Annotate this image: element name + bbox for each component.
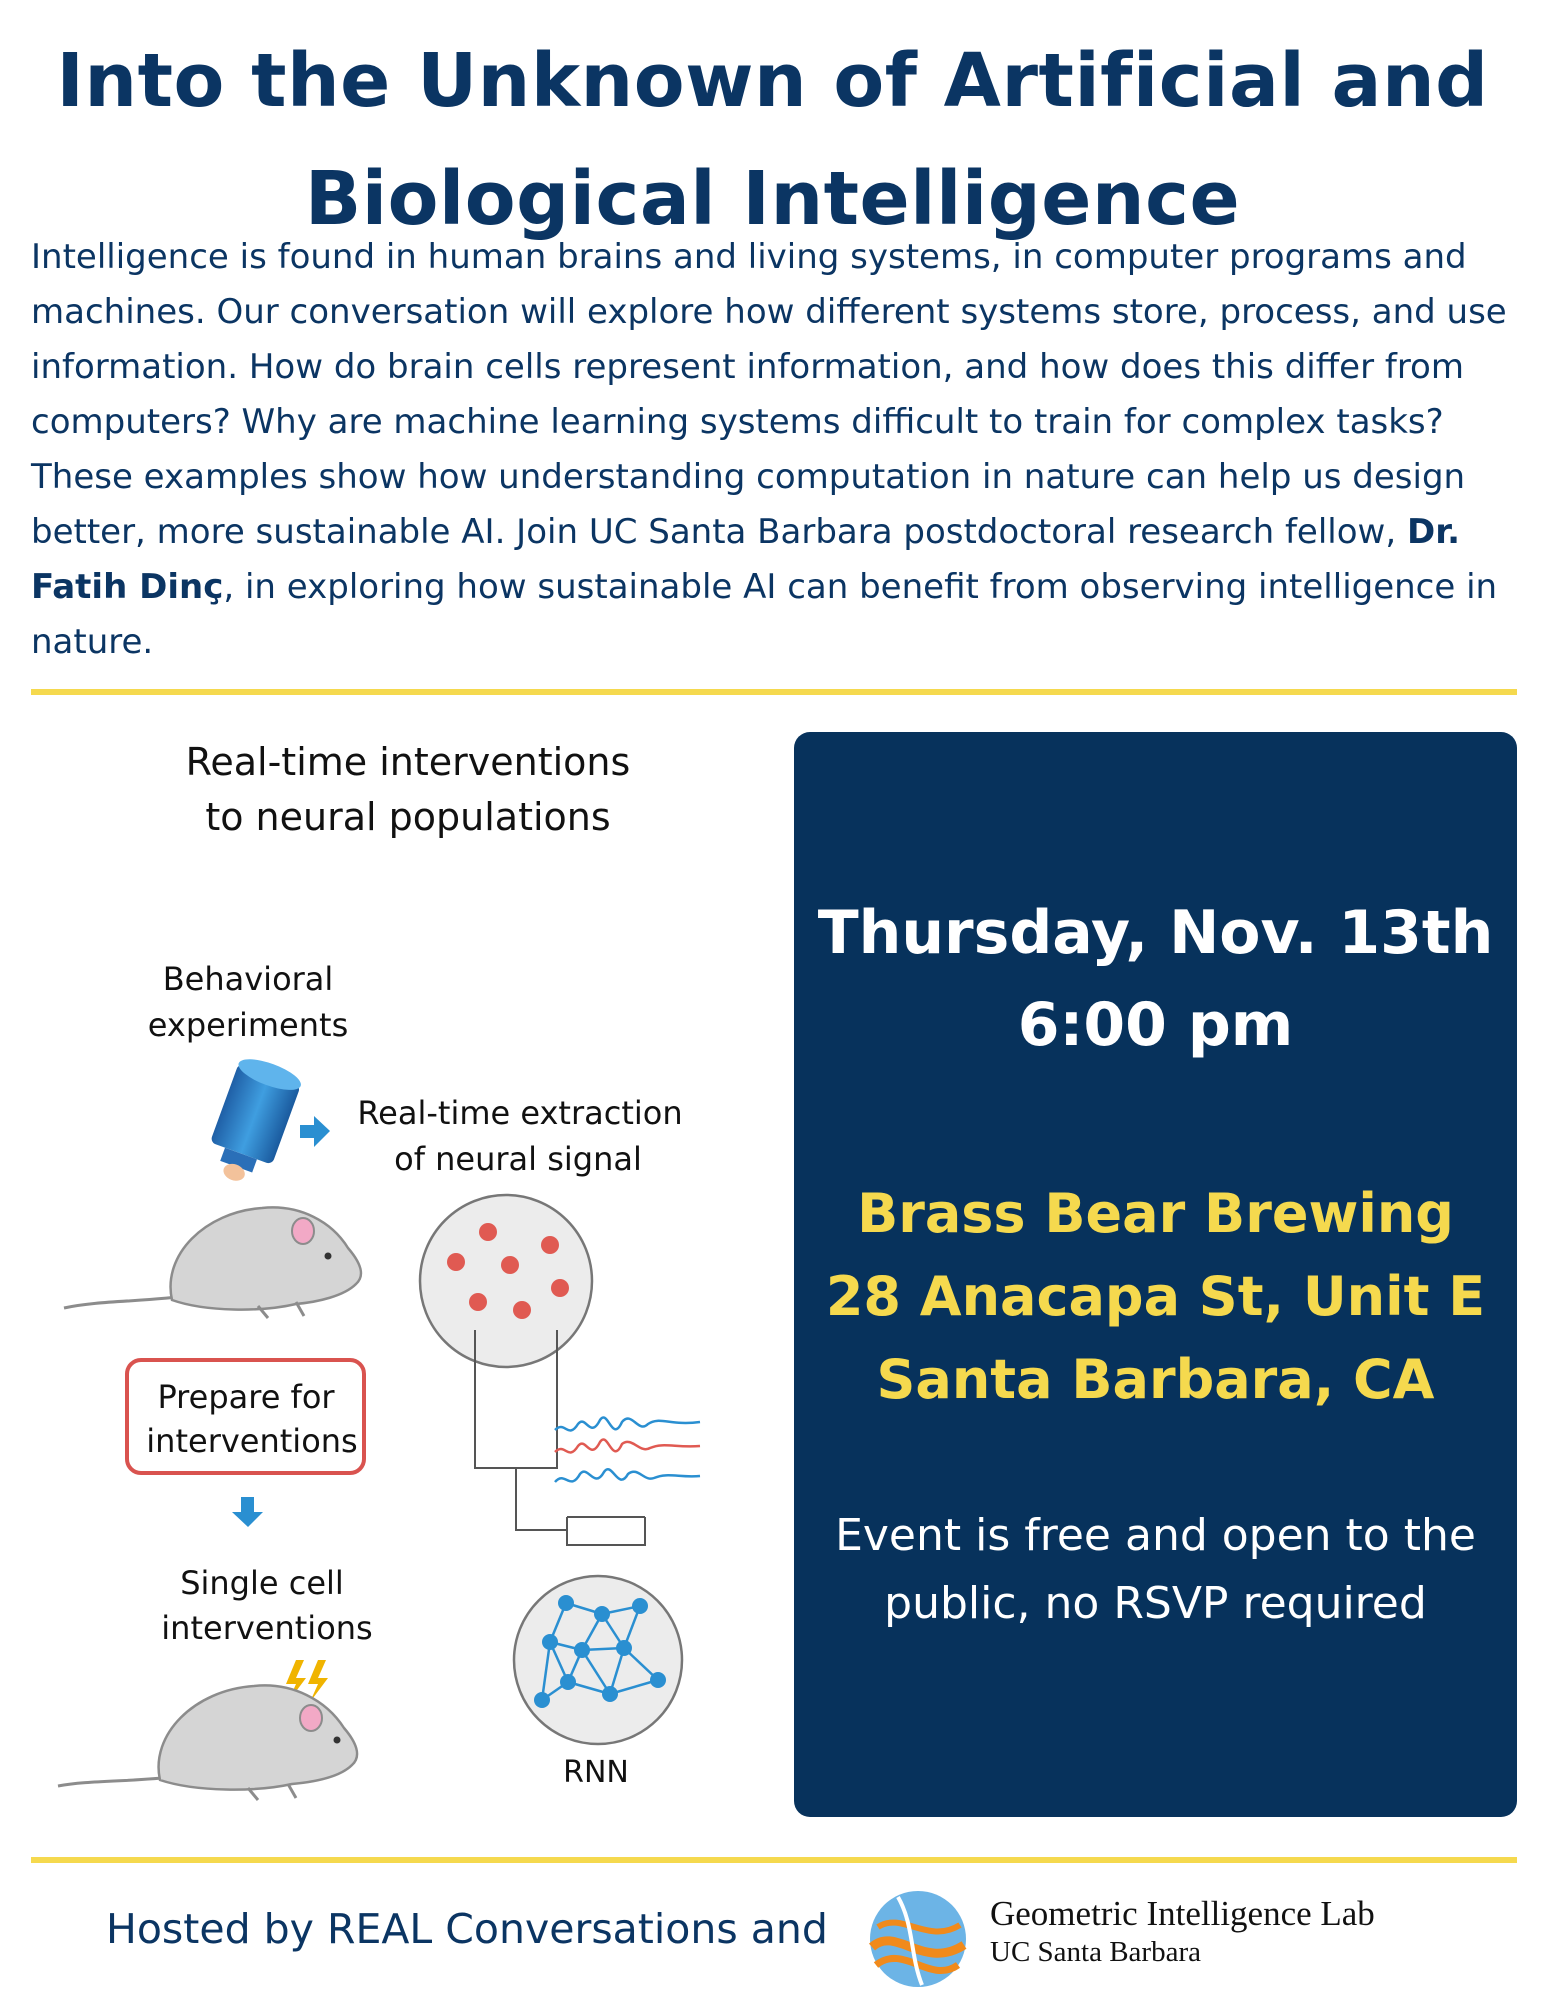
- event-note: [794, 1502, 1517, 1638]
- single-cell-label-line-1: Single cell: [180, 1564, 344, 1602]
- extraction-label-line-2: of neural signal: [394, 1140, 642, 1178]
- page-title: [0, 22, 1545, 258]
- event-note-line-2: public, no RSVP required: [884, 1578, 1427, 1629]
- arrow-right-icon: [300, 1116, 330, 1147]
- prepare-label-line-2: interventions: [146, 1422, 358, 1460]
- event-venue: [794, 1172, 1517, 1421]
- intro-paragraph: [31, 230, 1521, 670]
- speaker-name: Dr. Fatih Dinç: [31, 512, 1461, 607]
- title-line-2: Biological Intelligence: [304, 156, 1241, 242]
- venue-city: Santa Barbara, CA: [876, 1348, 1435, 1411]
- lab-name-block: [990, 1893, 1375, 1969]
- extraction-label-line-1: Real-time extraction: [357, 1094, 683, 1132]
- diagram-heading-line-1: Real-time interventions: [185, 740, 631, 784]
- intro-text-after: , in exploring how sustainable AI can benefit from observing intelligence in nature.: [31, 567, 1498, 662]
- diagram-heading-line-2: to neural populations: [205, 795, 611, 839]
- behavioral-label-line-1: Behavioral: [162, 960, 334, 998]
- mouse-icon: [58, 1685, 357, 1800]
- event-note-line-1: Event is free and open to the: [835, 1510, 1476, 1561]
- title-line-1: Into the Unknown of Artificial and: [56, 38, 1489, 124]
- arrow-down-icon: [232, 1497, 263, 1527]
- venue-address: 28 Anacapa St, Unit E: [825, 1265, 1486, 1328]
- neural-signal-traces: [555, 1417, 700, 1482]
- mouse-icon: [64, 1207, 361, 1318]
- intro-text-before: Intelligence is found in human brains and living systems, in computer programs and machines. Our conversation will explore how different systems store, process, and use information. How do brain cells represent information, and how does this differ from computers? Why are machine learning systems difficult to train for complex tasks? These examples show how understanding computation in nature can help us design better, more sustainable AI. Join UC Santa Barbara postdoctoral research fellow,: [31, 237, 1507, 552]
- divider-top: [31, 689, 1517, 695]
- hosted-by-text: Hosted by REAL Conversations and: [106, 1905, 828, 1953]
- divider-bottom: [31, 1857, 1517, 1863]
- venue-name: Brass Bear Brewing: [857, 1182, 1454, 1245]
- prepare-label-line-1: Prepare for: [157, 1378, 335, 1416]
- neuron-population-circle: [420, 1195, 592, 1367]
- single-cell-label-line-2: interventions: [161, 1609, 373, 1647]
- lab-university: UC Santa Barbara: [990, 1936, 1201, 1968]
- behavioral-label-line-2: experiments: [147, 1006, 349, 1044]
- event-time: 6:00 pm: [1017, 990, 1294, 1060]
- lab-name: Geometric Intelligence Lab: [990, 1894, 1375, 1933]
- microscope-icon: [200, 1053, 304, 1191]
- event-datetime: [794, 887, 1517, 1071]
- event-details-panel: [794, 732, 1517, 1817]
- lab-logo-icon: [868, 1885, 968, 1993]
- event-date: Thursday, Nov. 13th: [817, 898, 1494, 968]
- rnn-label: RNN: [563, 1755, 629, 1790]
- rnn-network-circle: [514, 1576, 682, 1744]
- neural-intervention-diagram: [0, 700, 780, 1820]
- prepare-box: [127, 1360, 364, 1473]
